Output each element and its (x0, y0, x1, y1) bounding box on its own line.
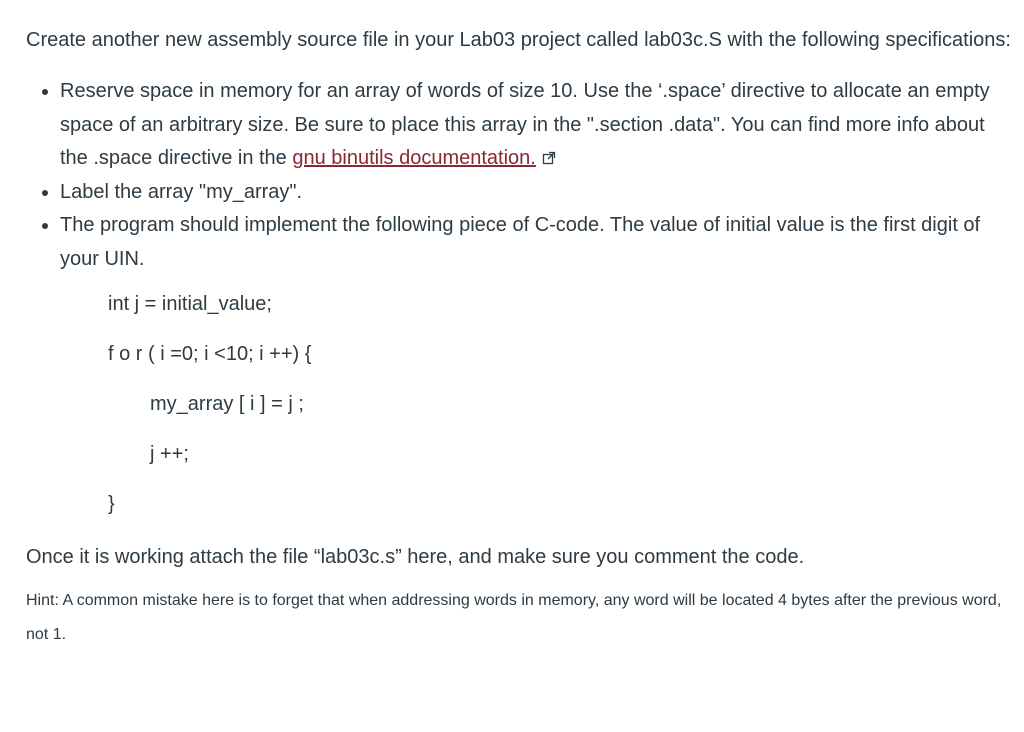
list-item-reserve-space (60, 75, 1016, 176)
assignment-content (26, 24, 1016, 652)
code-line-increment: j ++; (150, 443, 189, 465)
hint-text: Hint: A common mistake here is to forget that when addressing words in memory, any word will be located 4 bytes after the previous word, not 1. (26, 592, 1002, 643)
code-line-assign: my_array [ i ] = j ; (150, 393, 304, 415)
list-item-label-array: • Label the array "my_array". (60, 176, 1016, 210)
binutils-documentation-link[interactable]: gnu binutils documentation. (292, 147, 536, 169)
code-line-for: f o r ( i =0; i <10; i ++) { (108, 343, 312, 365)
list-item-implement-code: • The program should implement the following piece of C-code. The value of initial value is the first digit of your UIN. (60, 209, 1016, 276)
external-link-icon (542, 143, 556, 157)
intro-paragraph: Create another new assembly source file in your Lab03 project called lab03c.S with the following specifications: (26, 29, 1011, 51)
code-line-init: int j = initial_value; (108, 293, 272, 315)
c-code-block (108, 292, 1016, 542)
closing-instruction: Once it is working attach the file “lab03c.s” here, and make sure you comment the code. (26, 546, 805, 568)
reserve-space-text: Reserve space in memory for an array of words of size 10. Use the ‘.space’ directive to allocate an empty space of an arbitrary size. Be sure to place this array in the ".section .data". You can find more info about the .space directive in the (60, 80, 990, 169)
code-line-close-brace: } (108, 493, 115, 515)
specifications-list (26, 75, 1016, 276)
